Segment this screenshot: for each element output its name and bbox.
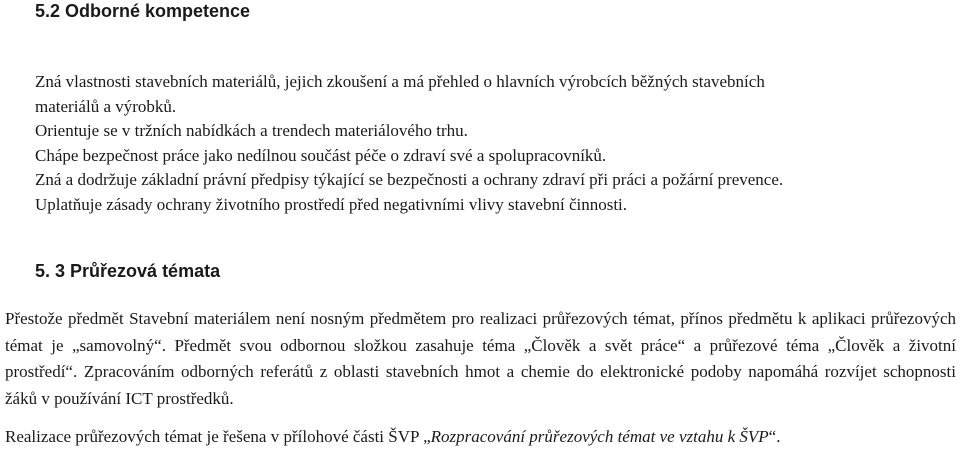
- competence-line: Zná vlastnosti stavebních materiálů, jejich zkoušení a má přehled o hlavních výrobcích běžných stavebních: [35, 72, 765, 91]
- competence-line: materiálů a výrobků.: [35, 96, 177, 116]
- section-heading-prurezova-temata: 5. 3 Průřezová témata: [35, 261, 221, 281]
- competence-line: Uplatňuje zásady ochrany životního prostředí před negativními vlivy stavební činnosti.: [35, 194, 628, 214]
- prurezova-temata-paragraph: Přestože předmět Stavební materiálem není nosným předmětem pro realizaci průřezových témat, přínos předmětu k aplikaci průřezových témat je „samovolný“. Předmět svou odbornou složkou zasahuje téma „Člověk a svět práce“ a průřezové téma „Člověk a životní prostředí“. Zpracováním odborných referátů z oblasti stavebních hmot a chemie do elektronické podoby napomáhá rozvíjet schopnosti žáků v používání ICT prostředků.: [5, 309, 956, 408]
- competence-line: Orientuje se v tržních nabídkách a trendech materiálového trhu.: [35, 121, 468, 140]
- realizace-document-title: Rozpracování průřezových témat ve vztahu k ŠVP: [430, 427, 769, 446]
- section-heading-odborne-kompetence: 5.2 Odborné kompetence: [35, 1, 251, 21]
- realizace-text-end: “.: [768, 427, 781, 446]
- realizace-paragraph: [5, 425, 956, 449]
- realizace-text: Realizace průřezových témat je řešena v přílohové části ŠVP „: [5, 427, 431, 446]
- competence-line: Zná a dodržuje základní právní předpisy týkající se bezpečnosti a ochrany zdraví při práci a požární prevence.: [35, 170, 784, 189]
- competence-line: Chápe bezpečnost práce jako nedílnou součást péče o zdraví své a spolupracovníků.: [35, 145, 607, 165]
- competence-list: [35, 70, 935, 217]
